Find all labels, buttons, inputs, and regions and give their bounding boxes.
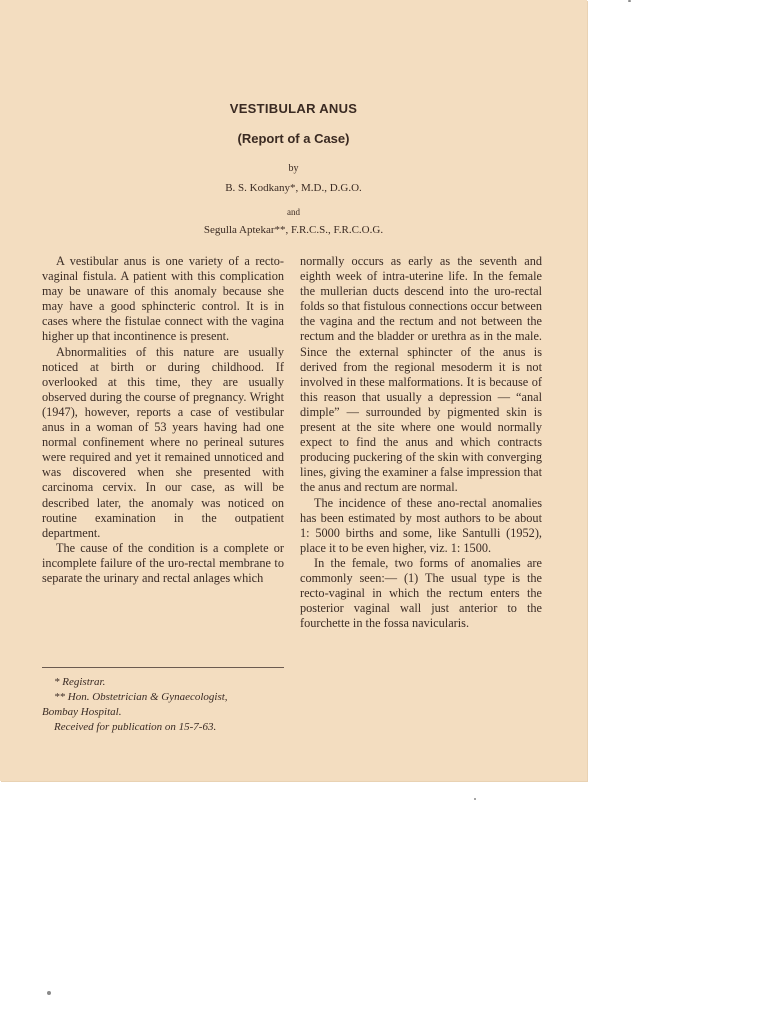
article-subtitle: (Report of a Case) (237, 131, 350, 146)
scan-speck (47, 991, 51, 995)
author-2: Segulla Aptekar**, F.R.C.S., F.R.C.O.G. (203, 224, 384, 236)
footnote-hon-obstetrician: ** Hon. Obstetrician & Gynaecologist, (54, 691, 228, 703)
article-title: VESTIBULAR ANUS (229, 101, 358, 116)
byline-and: and (287, 207, 300, 217)
footnote-registrar: * Registrar. (54, 676, 106, 688)
right-column (300, 254, 542, 631)
scan-speck (628, 0, 631, 2)
paragraph: A vestibular anus is one variety of a recto-vaginal fistula. A patient with this complication may be unaware of this anomaly because she may have a good sphincteric control. It is in cases where the fistulae connect with the vagina higher up that incontinence is present. (42, 254, 284, 344)
footnote-hospital: Bombay Hospital. (42, 706, 122, 718)
scan-speck (474, 798, 476, 800)
footnote-received: Received for publication on 15-7-63. (54, 721, 217, 733)
footnote-divider (42, 667, 284, 668)
paragraph: The incidence of these ano-rectal anomalies has been estimated by most authors to be about 1: 5000 births and some, like Santulli (1952), place it to be even higher, viz. 1: 1500. (300, 495, 542, 555)
paragraph: In the female, two forms of anomalies are commonly seen:— (1) The usual type is the recto-vaginal in which the rectum enters the posterior vaginal wall just anterior to the fourchette in the fossa navicularis. (300, 555, 542, 631)
paragraph: normally occurs as early as the seventh and eighth week of intra-uterine life. In the female the mullerian ducts descend into the uro-rectal folds so that fistulous connections occur between the vagina and the rectum and not between the rectum and the bladder or urethra as in the male. Since the external sphincter of the anus is derived from the regional mesoderm it is not involved in these malformations. It is because of this reason that usually a depression — “anal dimple” — surrounded by pigmented skin is present at the site where one would normally expect to find the anus and which contracts producing puckering of the skin with converging lines, giving the examiner a false impression that the anus and rectum are normal. (300, 254, 542, 495)
left-column (42, 254, 284, 586)
byline-by: by (288, 163, 299, 174)
paragraph: The cause of the condition is a complete or incomplete failure of the uro-rectal membrane to separate the urinary and rectal anlages which (42, 540, 284, 585)
footnotes (42, 675, 284, 735)
author-1: B. S. Kodkany*, M.D., D.G.O. (225, 182, 362, 194)
paragraph: Abnormalities of this nature are usually noticed at birth or during childhood. If overlooked at this time, they are usually observed during the course of pregnancy. Wright (1947), however, reports a case of vestibular anus in a woman of 53 years having had one normal confinement where no perineal sutures were required and yet it remained unnoticed and was discovered when she presented with carcinoma cervix. In our case, as will be described later, the anomaly was noticed on routine examination in the outpatient department. (42, 344, 284, 540)
